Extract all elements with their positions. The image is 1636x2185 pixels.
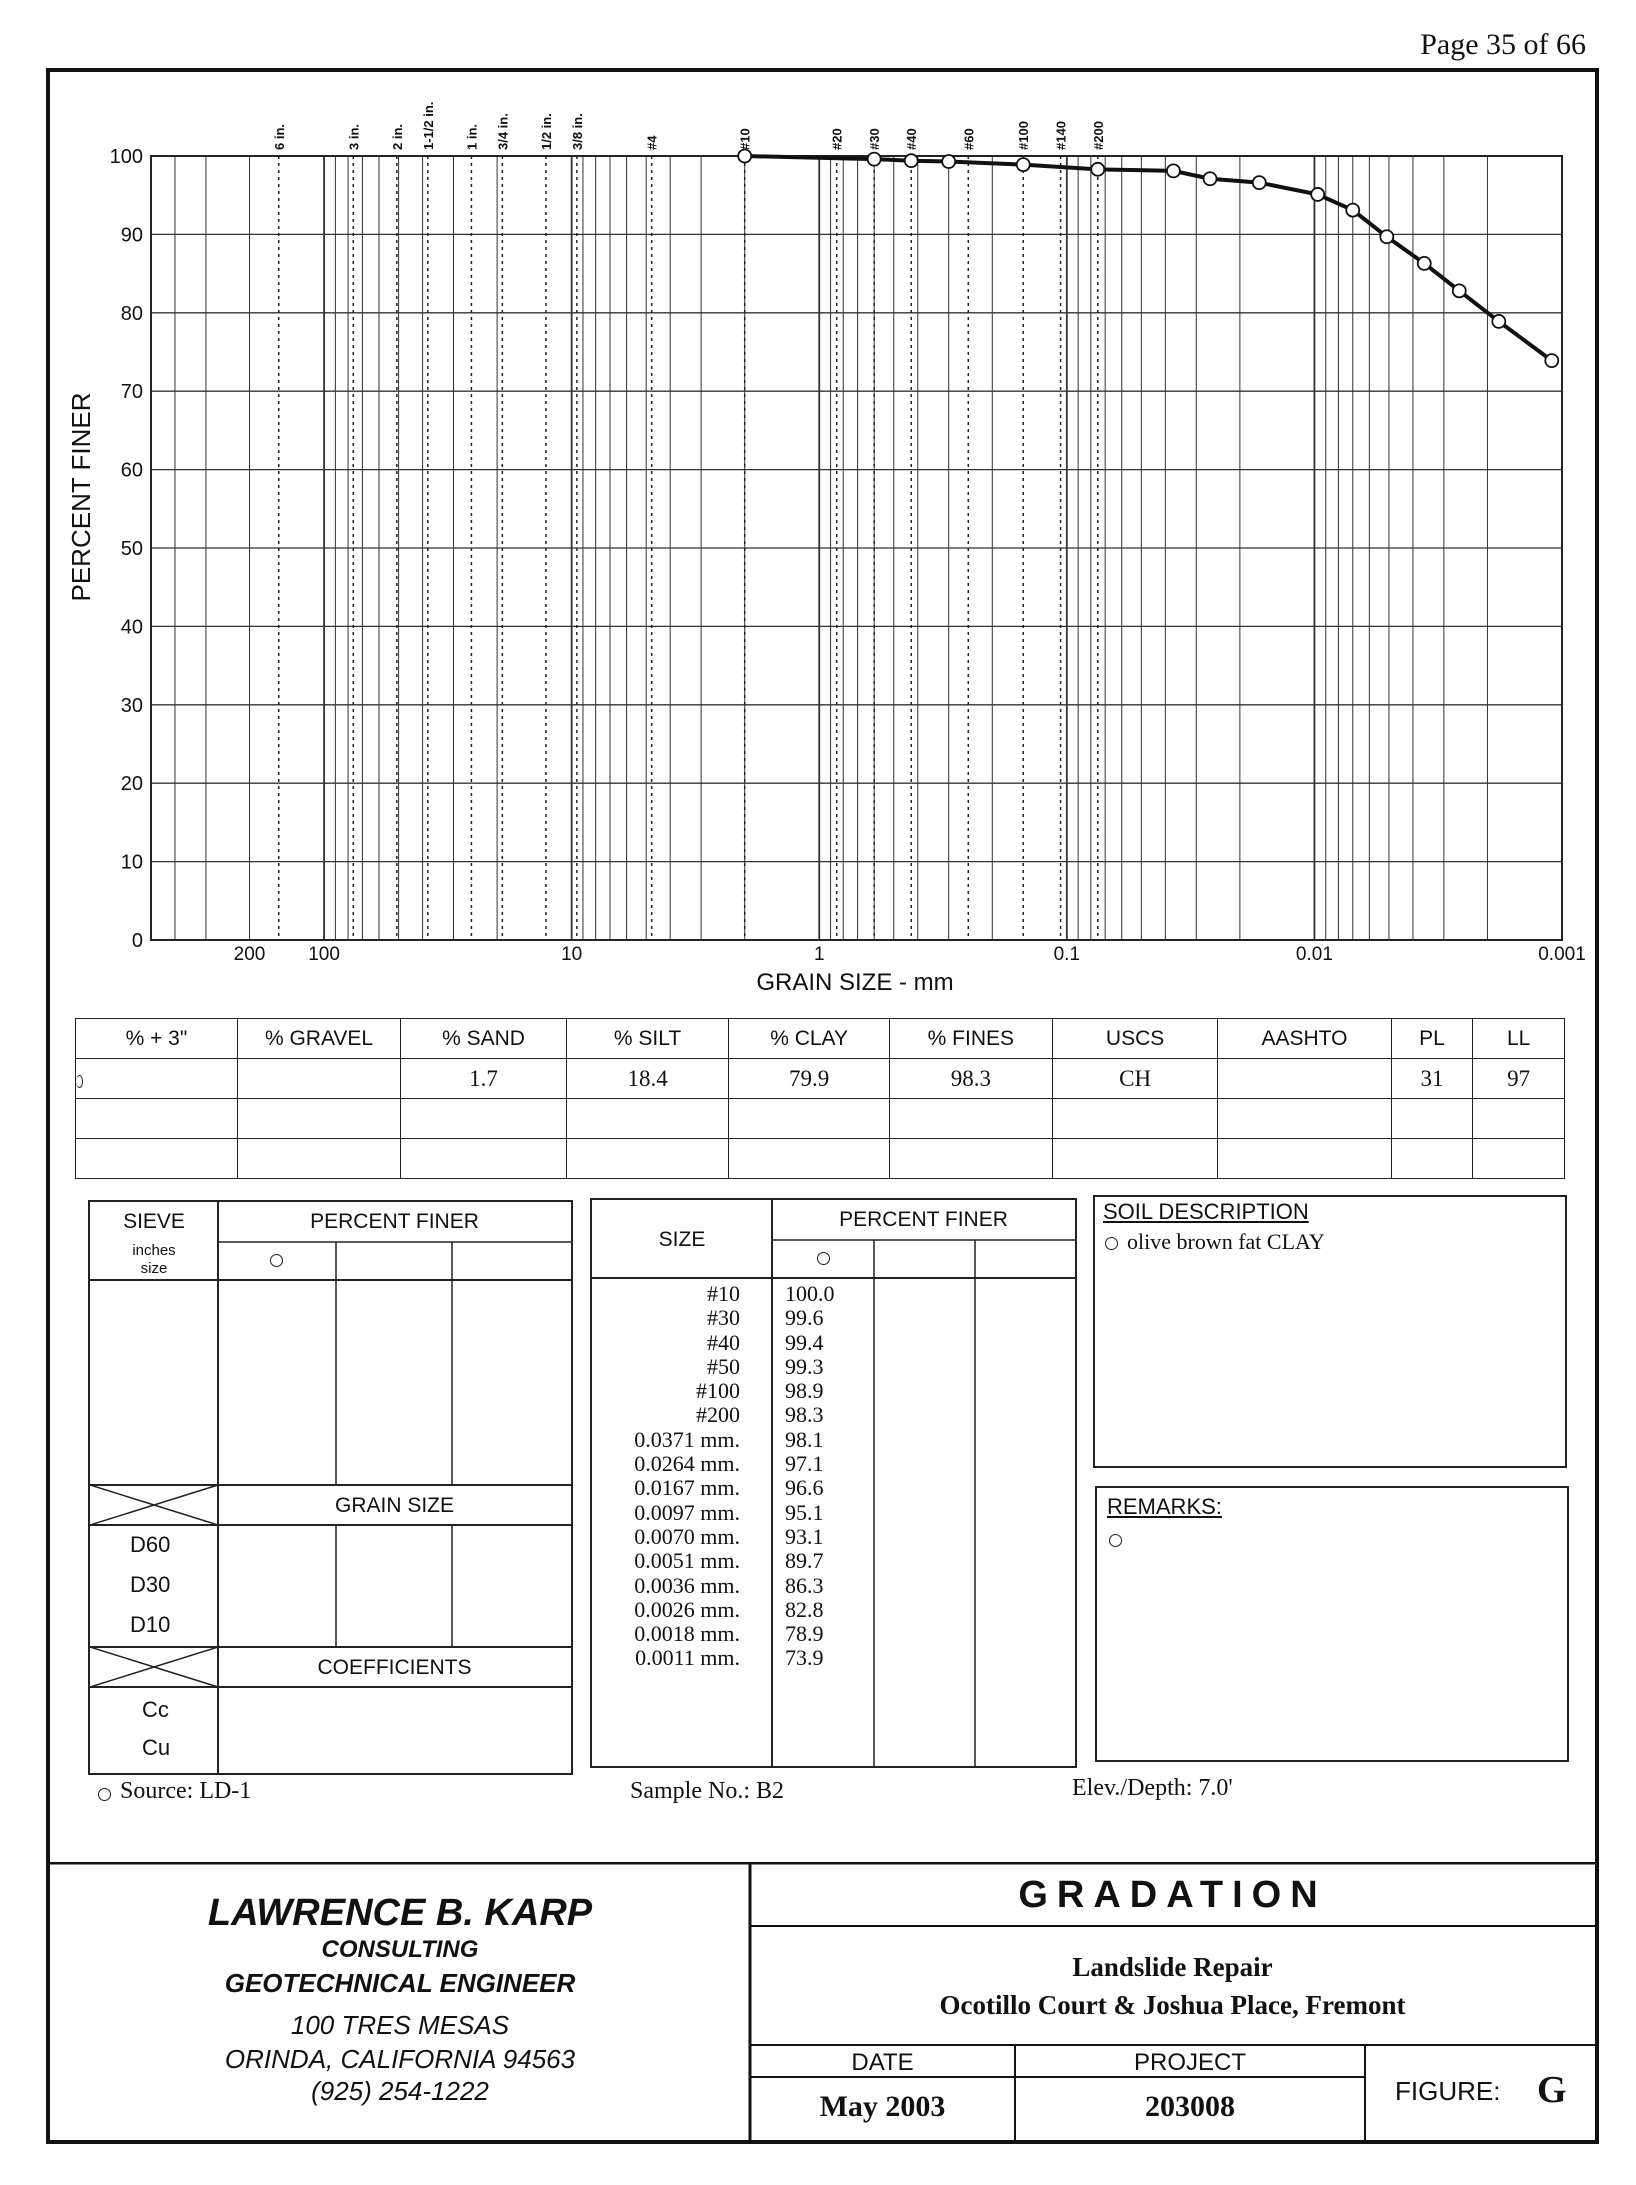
sieve-marker-label: 3 in. [346,123,362,150]
percent-finer-entry: 100.0 [785,1281,835,1306]
source-circle-icon [98,1788,111,1801]
summary-cell: CH [1052,1059,1218,1099]
summary-row-circle-icon [76,1075,83,1088]
summary-cell [401,1139,567,1179]
sieve-marker-label: #40 [904,128,920,150]
y-tick-label: 60 [120,459,143,482]
sample-circle-icon [1109,1534,1122,1547]
project-value: 203008 [1145,2090,1235,2123]
summary-row [76,1059,1565,1099]
sieve-marker-label: 2 in. [389,123,405,150]
y-tick-label: 40 [120,616,143,639]
summary-cell [889,1139,1052,1179]
x-tick-label: 1 [813,944,825,965]
d60-label: D60 [130,1532,171,1557]
size-header: SIZE [658,1228,706,1251]
remarks-box [1095,1486,1569,1762]
summary-cell [729,1139,890,1179]
size-entry: 0.0070 mm. [634,1523,740,1549]
y-tick-label: 100 [109,146,143,168]
size-entry: #50 [707,1353,740,1379]
summary-header-cell: USCS [1052,1019,1218,1059]
data-point [1253,176,1266,189]
sieve-marker-label: #200 [1090,121,1106,150]
size-entry: 0.0036 mm. [634,1572,740,1598]
data-point [1492,315,1505,328]
summary-cell [566,1139,728,1179]
summary-header-cell: % CLAY [729,1019,890,1059]
soil-description-text: olive brown fat CLAY [1127,1229,1325,1254]
summary-cell: 98.3 [889,1059,1052,1099]
data-point [942,155,955,168]
y-tick-label: 10 [120,851,143,874]
sample-circle-icon [270,1254,283,1267]
data-point [1091,163,1104,176]
data-point [868,153,881,166]
y-tick-label: 70 [120,381,143,404]
summary-cell [76,1059,238,1099]
data-point [1418,257,1431,270]
summary-header-cell: % GRAVEL [237,1019,400,1059]
summary-cell [1052,1099,1218,1139]
sieve-marker-label: #10 [737,128,753,150]
data-point [905,154,918,167]
sieve-marker-label: 6 in. [271,123,287,150]
summary-cell [729,1099,890,1139]
project-label: PROJECT [1133,2049,1246,2076]
summary-header-cell: % SILT [566,1019,728,1059]
percent-finer-entry: 82.8 [785,1596,824,1622]
percent-finer-entry: 98.1 [785,1426,824,1452]
d10-label: D10 [130,1612,171,1637]
x-tick-label: 10 [561,944,583,965]
size-entry: 0.0026 mm. [634,1596,740,1622]
summary-cell [1218,1099,1391,1139]
soil-description-title: SOIL DESCRIPTION [1103,1199,1309,1224]
summary-header-cell: % SAND [401,1019,567,1059]
summary-cell: 79.9 [729,1059,890,1099]
summary-cell [237,1139,400,1179]
series-line [745,156,1552,361]
size-entry: 0.0011 mm. [635,1645,740,1671]
summary-header-cell: LL [1473,1019,1565,1059]
y-axis-label: PERCENT FINER [66,392,96,602]
percent-finer-entry: 93.1 [785,1523,824,1549]
figure-value: G [1537,2069,1567,2111]
percent-finer-entry: 99.4 [785,1329,824,1355]
summary-cell: 31 [1391,1059,1473,1099]
data-point [1453,284,1466,297]
summary-cell [1473,1139,1565,1179]
size-entry: 0.0097 mm. [634,1499,740,1525]
chart-grid [151,156,1562,940]
summary-cell [1391,1139,1473,1179]
summary-cell: 18.4 [566,1059,728,1099]
percent-finer-entry: 95.1 [785,1499,824,1525]
chart-series [738,150,1558,368]
project-name: Landslide Repair [1072,1952,1273,1982]
summary-row [76,1099,1565,1139]
percent-finer-header: PERCENT FINER [310,1210,479,1233]
data-point [1545,354,1558,367]
data-point [1017,158,1030,171]
company-line3: GEOTECHNICAL ENGINEER [224,1968,576,1998]
data-point [1346,204,1359,217]
gradation-chart [50,72,1590,1022]
summary-header-row [76,1019,1565,1059]
data-point [1167,164,1180,177]
x-tick-label: 0.001 [1538,944,1586,965]
summary-cell [76,1099,238,1139]
date-label: DATE [851,2049,914,2076]
sheet-title: GRADATION [1018,1874,1327,1916]
company-address2: ORINDA, CALIFORNIA 94563 [224,2044,576,2074]
y-tick-label: 0 [131,930,143,952]
summary-header-cell: % + 3" [76,1019,238,1059]
summary-cell [566,1099,728,1139]
sizes-column [592,1282,740,1671]
sieve-marker-label: #20 [829,128,845,150]
sample-circle-icon [817,1252,830,1265]
y-tick-label: 20 [120,773,143,796]
title-block [50,1862,1595,2140]
summary-cell [1218,1139,1391,1179]
percent-finer-column [785,1282,865,1671]
summary-cell [1218,1059,1391,1099]
percent-finer-entry: 99.6 [785,1305,824,1331]
y-tick-label: 90 [120,224,143,247]
size-box [590,1198,1077,1768]
summary-cell [1473,1099,1565,1139]
sieve-marker-label: 3/8 in. [569,113,585,150]
x-tick-label: 0.1 [1053,944,1081,965]
size-entry: #10 [707,1281,740,1306]
summary-table [75,1018,1565,1179]
sieve-marker-label: 3/4 in. [495,113,511,150]
size-entry: #100 [696,1378,740,1404]
sieve-box-lines [90,1202,571,1773]
summary-cell [237,1059,400,1099]
company-line2: CONSULTING [321,1936,479,1963]
x-tick-label: 100 [308,944,340,965]
sieve-markers [272,102,1106,940]
data-point [1311,188,1324,201]
company-address1: 100 TRES MESAS [290,2010,510,2040]
size-entry: 0.0264 mm. [634,1451,740,1477]
y-tick-label: 80 [120,302,143,325]
size-entry: #30 [707,1305,740,1331]
summary-header-cell: % FINES [889,1019,1052,1059]
sieve-marker-label: 1-1/2 in. [420,101,436,150]
summary-cell [1052,1139,1218,1179]
elev-depth: Elev./Depth: 7.0' [1072,1775,1233,1801]
soil-description-box [1093,1195,1567,1468]
summary-cell [1391,1099,1473,1139]
project-location: Ocotillo Court & Joshua Place, Fremont [939,1990,1406,2020]
sieve-box [88,1200,573,1775]
percent-finer-entry: 89.7 [785,1548,824,1574]
sieve-marker-label: 1 in. [464,123,480,150]
size-percent-finer-header: PERCENT FINER [839,1208,1008,1231]
x-tick-label: 0.01 [1295,944,1333,965]
summary-cell [889,1099,1052,1139]
sieve-marker-label: #60 [961,128,977,150]
date-value: May 2003 [819,2090,946,2123]
sieve-marker-label: #100 [1016,121,1032,150]
figure-label: FIGURE: [1395,2076,1501,2106]
y-tick-label: 50 [120,538,143,560]
summary-header-cell: AASHTO [1218,1019,1391,1059]
sieve-header: SIEVE [123,1210,185,1233]
summary-cell: 1.7 [401,1059,567,1099]
sieve-marker-label: #140 [1053,121,1069,150]
sieve-marker-label: #4 [644,135,660,150]
remarks-title: REMARKS: [1107,1494,1222,1519]
size-entry: #200 [696,1402,740,1428]
cu-label: Cu [142,1735,171,1760]
page-number: Page 35 of 66 [1420,28,1586,61]
data-point [738,150,751,163]
size-label: size [140,1260,168,1277]
percent-finer-entry: 98.9 [785,1378,824,1404]
percent-finer-entry: 99.3 [785,1353,824,1379]
percent-finer-entry: 97.1 [785,1451,824,1477]
size-entry: 0.0051 mm. [634,1548,740,1574]
sample-number: Sample No.: B2 [630,1778,784,1804]
percent-finer-entry: 73.9 [785,1645,824,1671]
data-point [1204,172,1217,185]
size-entry: 0.0167 mm. [634,1475,740,1501]
percent-finer-entry: 78.9 [785,1621,824,1647]
size-entry: 0.0018 mm. [634,1621,740,1647]
x-axis-label: GRAIN SIZE - mm [756,969,954,996]
company-name: LAWRENCE B. KARP [207,1892,593,1934]
percent-finer-entry: 86.3 [785,1572,824,1598]
summary-cell: 97 [1473,1059,1565,1099]
size-entry: 0.0371 mm. [634,1426,740,1452]
chart-axes [110,146,1586,965]
grain-size-header: GRAIN SIZE [334,1494,455,1517]
percent-finer-entry: 96.6 [785,1475,824,1501]
d30-label: D30 [130,1572,171,1597]
y-tick-label: 30 [120,694,143,717]
size-entry: #40 [707,1329,740,1355]
summary-cell [237,1099,400,1139]
cc-label: Cc [142,1697,169,1722]
x-tick-label: 200 [233,944,266,965]
inches-label: inches [132,1242,176,1259]
source-label: Source: LD-1 [120,1778,252,1804]
company-phone: (925) 254-1222 [311,2076,489,2106]
summary-header-cell: PL [1391,1019,1473,1059]
sample-circle-icon [1105,1237,1118,1250]
summary-cell [76,1139,238,1179]
coefficients-header: COEFFICIENTS [317,1656,472,1679]
summary-row [76,1139,1565,1179]
sieve-marker-label: 1/2 in. [538,113,554,150]
summary-cell [401,1099,567,1139]
percent-finer-entry: 98.3 [785,1402,824,1428]
sieve-marker-label: #30 [867,128,883,150]
data-point [1380,230,1393,243]
